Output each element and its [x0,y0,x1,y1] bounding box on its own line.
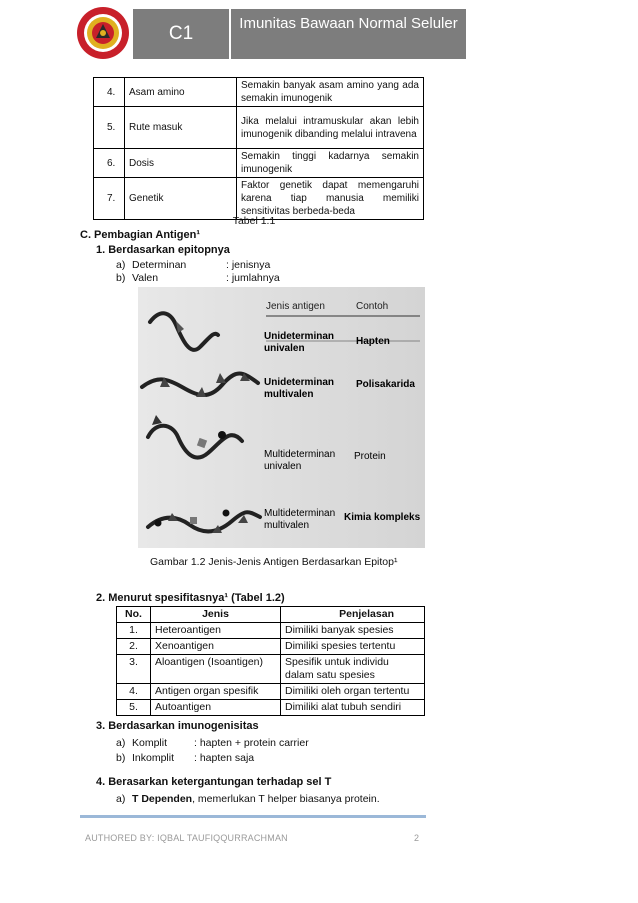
antigen-example-label: Polisakarida [356,379,415,390]
col-header-jenis: Jenis antigen [266,301,325,312]
row-factor: Dosis [125,149,237,178]
figure-caption: Gambar 1.2 Jenis-Jenis Antigen Berdasarkan Epitop¹ [150,556,398,568]
page-header-title: Imunitas Bawaan Normal Seluler [231,9,466,59]
subsection-1-heading: 1. Berdasarkan epitopnya [96,244,230,256]
table-1-1 [93,77,424,220]
antigen-example-label: Kimia kompleks [344,512,421,523]
row-number: 4. [117,684,151,700]
row-factor: Genetik [125,178,237,220]
table-header-row [117,607,425,623]
table-row [94,149,424,178]
table-row [94,178,424,220]
row-jenis: Antigen organ spesifik [151,684,281,700]
col-header: Penjelasan [281,607,425,623]
row-penjelasan: Dimiliki spesies tertentu [281,639,425,655]
antigen-type-label: Multideterminan [264,449,336,460]
section-c-heading: C. Pembagian Antigen¹ [80,229,200,241]
antigen-type-label: univalen [264,343,305,354]
row-penjelasan: Dimiliki alat tubuh sendiri [281,700,425,716]
list-item: a) T Dependen, memerlukan T helper biasanya protein. [116,793,380,805]
row-number: 5. [94,107,125,149]
antigen-type-label: multivalen [264,520,310,531]
row-description: Semakin banyak asam amino yang ada semakin imunogenik [237,78,424,107]
row-penjelasan: Dimiliki oleh organ tertentu [281,684,425,700]
row-number: 2. [117,639,151,655]
table-row [117,700,425,716]
page-number: 2 [414,833,420,843]
university-logo-icon [76,6,130,60]
row-jenis: Xenoantigen [151,639,281,655]
antigen-type-label: multivalen [264,389,314,400]
table-row [117,655,425,684]
row-number: 1. [117,623,151,639]
row-number: 6. [94,149,125,178]
row-jenis: Aloantigen (Isoantigen) [151,655,281,684]
table-row [94,78,424,107]
subsection-2-heading: 2. Menurut spesifitasnya¹ (Tabel 1.2) [96,592,285,604]
row-factor: Asam amino [125,78,237,107]
antigen-example-label: Hapten [356,336,390,347]
footer-divider [80,815,426,818]
row-number: 7. [94,178,125,220]
table-row [117,623,425,639]
table-row [94,107,424,149]
list-item: b) Inkomplit : hapten saja [116,752,255,764]
row-description: Faktor genetik dapat memengaruhi karena tiap manusia memiliki sensitivitas berbeda-beda [237,178,424,220]
antigen-types-figure [138,287,425,548]
row-factor: Rute masuk [125,107,237,149]
antigen-type-label: Unideterminan [264,331,335,342]
table-caption: Tabel 1.1 [232,215,276,227]
row-number: 3. [117,655,151,684]
row-penjelasan: Dimiliki banyak spesies [281,623,425,639]
footer-author: AUTHORED BY: IQBAL TAUFIQQURRACHMAN [85,833,288,843]
row-jenis: Heteroantigen [151,623,281,639]
list-item: a) Determinan : jenisnya [116,259,271,271]
col-header-contoh: Contoh [356,301,389,312]
col-header: No. [117,607,151,623]
antigen-example-label: Protein [354,451,386,462]
row-jenis: Autoantigen [151,700,281,716]
row-description: Jika melalui intramuskular akan lebih imunogenik dibanding melalui intravena [237,107,424,149]
row-penjelasan: Spesifik untuk individu dalam satu spesies [281,655,425,684]
chapter-badge: C1 [133,9,229,59]
row-number: 4. [94,78,125,107]
antigen-type-label: Unideterminan [264,377,335,388]
col-header: Jenis [151,607,281,623]
subsection-3-heading: 3. Berdasarkan imunogenisitas [96,720,259,732]
row-number: 5. [117,700,151,716]
list-item: b) Valen : jumlahnya [116,272,280,284]
antigen-diagram [138,287,425,548]
antigen-type-label: Multideterminan [264,508,336,519]
antigen-type-label: univalen [264,461,302,472]
subsection-4-heading: 4. Berasarkan ketergantungan terhadap sel T [96,776,332,788]
table-row [117,639,425,655]
row-description: Semakin tinggi kadarnya semakin imunogenik [237,149,424,178]
table-row [117,684,425,700]
table-1-2 [116,606,425,716]
list-item: a) Komplit : hapten + protein carrier [116,737,309,749]
